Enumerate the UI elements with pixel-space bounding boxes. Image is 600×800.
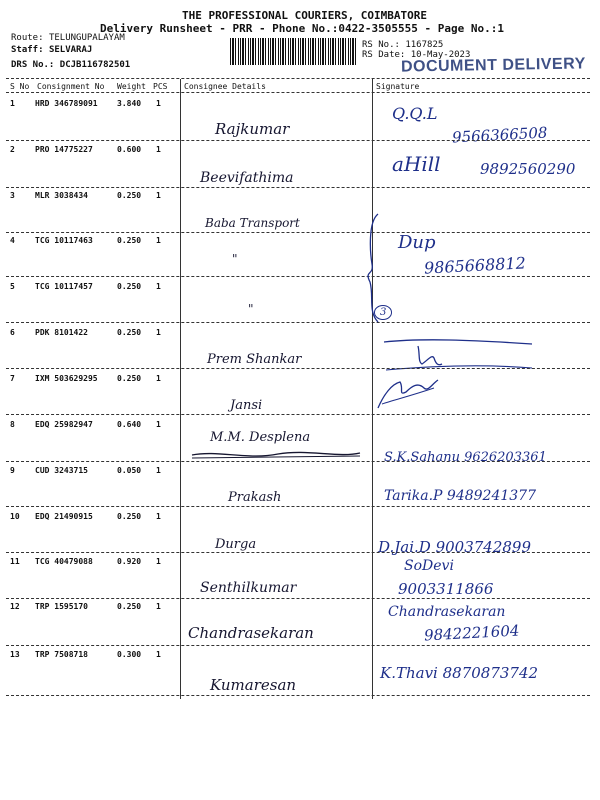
row-sno: 8 [10, 420, 15, 429]
row-consignee: Chandrasekaran [188, 624, 314, 642]
row-pcs: 1 [156, 145, 161, 154]
drs-label: DRS No.: [11, 60, 55, 70]
drs-line [11, 60, 130, 70]
col-header-signature: Signature [376, 82, 420, 91]
row-consignment: CUD 3243715 [35, 466, 88, 475]
row-sno: 5 [10, 282, 15, 291]
col-header-consignment: Consignment No [37, 82, 105, 91]
row-consignment: PRO 14775227 [35, 145, 93, 154]
row-signature-phone: 9003311866 [398, 580, 494, 598]
row-signature: Q.Q.L [392, 104, 438, 123]
staff-line [11, 45, 92, 55]
row-divider [6, 506, 590, 507]
row-divider [6, 552, 590, 553]
row-consignment: TRP 1595170 [35, 602, 88, 611]
row-pcs: 1 [156, 282, 161, 291]
row-consignee: Baba Transport [205, 216, 300, 230]
consignee-column-line [180, 79, 181, 699]
row-consignment: PDK 8101422 [35, 328, 88, 337]
row-signature-phone: 9566366508 [451, 123, 548, 147]
row-weight: 0.920 [117, 557, 142, 566]
row-pcs: 1 [156, 512, 161, 521]
row-divider [6, 695, 590, 696]
route-label: Route: [11, 33, 44, 43]
row-sno: 6 [10, 328, 15, 337]
row-signature-phone: 9842221604 [423, 621, 520, 645]
row-consignee: " [232, 252, 238, 266]
row-pcs: 1 [156, 466, 161, 475]
row-pcs: 1 [156, 236, 161, 245]
row-weight: 0.250 [117, 328, 142, 337]
col-header-weight: Weight [117, 82, 146, 91]
row-pcs: 1 [156, 420, 161, 429]
route-value: TELUNGUPALAYAM [48, 33, 125, 43]
row-pcs: 1 [156, 328, 161, 337]
row-consignment: TRP 7508718 [35, 650, 88, 659]
row-consignee: Rajkumar [215, 120, 290, 138]
row-signature: Tarika.P 9489241377 [384, 488, 536, 504]
row-pcs: 1 [156, 99, 161, 108]
row-signature: K.Thavi 8870873742 [380, 664, 539, 682]
staff-label: Staff: [11, 45, 44, 55]
row-weight: 3.840 [117, 99, 142, 108]
row-signature: Chandrasekaran [388, 604, 506, 620]
row-weight: 0.600 [117, 145, 142, 154]
row-consignee: Senthilkumar [200, 580, 297, 596]
row-sno: 4 [10, 236, 15, 245]
row-pcs: 1 [156, 650, 161, 659]
row-signature: 3 [374, 305, 392, 320]
row-divider [6, 645, 590, 646]
row-consignee: Durga [215, 537, 257, 552]
rs-date: RS Date: 10-May-2023 [362, 50, 471, 60]
signature-column-line [372, 79, 373, 699]
row-signature-phone: 9865668812 [423, 253, 527, 278]
row-weight: 0.300 [117, 650, 142, 659]
row-consignee: M.M. Desplena [210, 430, 311, 445]
row-sno: 9 [10, 466, 15, 475]
row-consignment: HRD 346789091 [35, 99, 98, 108]
row-signature: SoDevi [404, 558, 454, 574]
row-sno: 2 [10, 145, 15, 154]
row-consignment: TCG 10117457 [35, 282, 93, 291]
row-weight: 0.250 [117, 374, 142, 383]
document-delivery-stamp: DOCUMENT DELIVERY [400, 55, 586, 76]
row-consignment: IXM 503629295 [35, 374, 98, 383]
row-consignment: EDQ 21490915 [35, 512, 93, 521]
row-weight: 0.250 [117, 191, 142, 200]
row-signature: S.K.Sahanu 9626203361 [384, 450, 547, 465]
row-signature: aHill [392, 152, 441, 176]
row-divider [6, 232, 590, 233]
row-consignee: Prakash [228, 490, 282, 505]
row-signature-phone: 9892560290 [480, 160, 576, 178]
row-weight: 0.250 [117, 236, 142, 245]
row-consignee: Kumaresan [210, 676, 297, 694]
row-divider [6, 368, 590, 369]
row-consignee: Jansi [230, 398, 263, 413]
row-consignment: TCG 10117463 [35, 236, 93, 245]
row-consignee: " [248, 302, 254, 316]
row-divider [6, 322, 590, 323]
row-weight: 0.250 [117, 602, 142, 611]
row-consignment: TCG 40479088 [35, 557, 93, 566]
row-consignee: Beevifathima [200, 170, 294, 186]
row-sno: 12 [10, 602, 20, 611]
header-bottom-rule [6, 92, 590, 93]
row-weight: 0.050 [117, 466, 142, 475]
row-sno: 7 [10, 374, 15, 383]
row-weight: 0.640 [117, 420, 142, 429]
row-sno: 10 [10, 512, 20, 521]
group-bracket [362, 212, 382, 324]
drs-value: DCJB116782501 [59, 60, 131, 70]
row-pcs: 1 [156, 602, 161, 611]
row-signature: D.Jai.D 9003742899 [378, 538, 532, 556]
row-sno: 13 [10, 650, 20, 659]
staff-value: SELVARAJ [48, 45, 93, 55]
row-weight: 0.250 [117, 512, 142, 521]
row-consignment: EDQ 25982947 [35, 420, 93, 429]
row-signature: Dup [398, 232, 436, 253]
row-consignee: Prem Shankar [207, 352, 302, 367]
row-pcs: 1 [156, 374, 161, 383]
row-sno: 3 [10, 191, 15, 200]
route-line [11, 33, 125, 43]
row-divider [6, 276, 590, 277]
header-top-rule [6, 78, 590, 79]
row-weight: 0.250 [117, 282, 142, 291]
row-divider [6, 140, 590, 141]
rs-number: RS No.: 1167825 [362, 40, 444, 50]
row-sno: 1 [10, 99, 15, 108]
row-pcs: 1 [156, 557, 161, 566]
row-pcs: 1 [156, 191, 161, 200]
row-divider [6, 598, 590, 599]
col-header-consignee: Consignee Details [184, 82, 266, 91]
row-divider [6, 187, 590, 188]
row-signature [374, 374, 444, 414]
col-header-pcs: PCS [153, 82, 168, 91]
row-consignment: MLR 3038434 [35, 191, 88, 200]
row-divider [6, 461, 590, 462]
runsheet-title: Delivery Runsheet - PRR - Phone No.:0422-3505555 - Page No.:1 [100, 22, 504, 35]
row-sno: 11 [10, 557, 20, 566]
barcode [230, 38, 356, 65]
company-title: THE PROFESSIONAL COURIERS, COIMBATORE [182, 9, 428, 22]
row-divider [6, 414, 590, 415]
col-header-sno: S No [10, 82, 30, 91]
